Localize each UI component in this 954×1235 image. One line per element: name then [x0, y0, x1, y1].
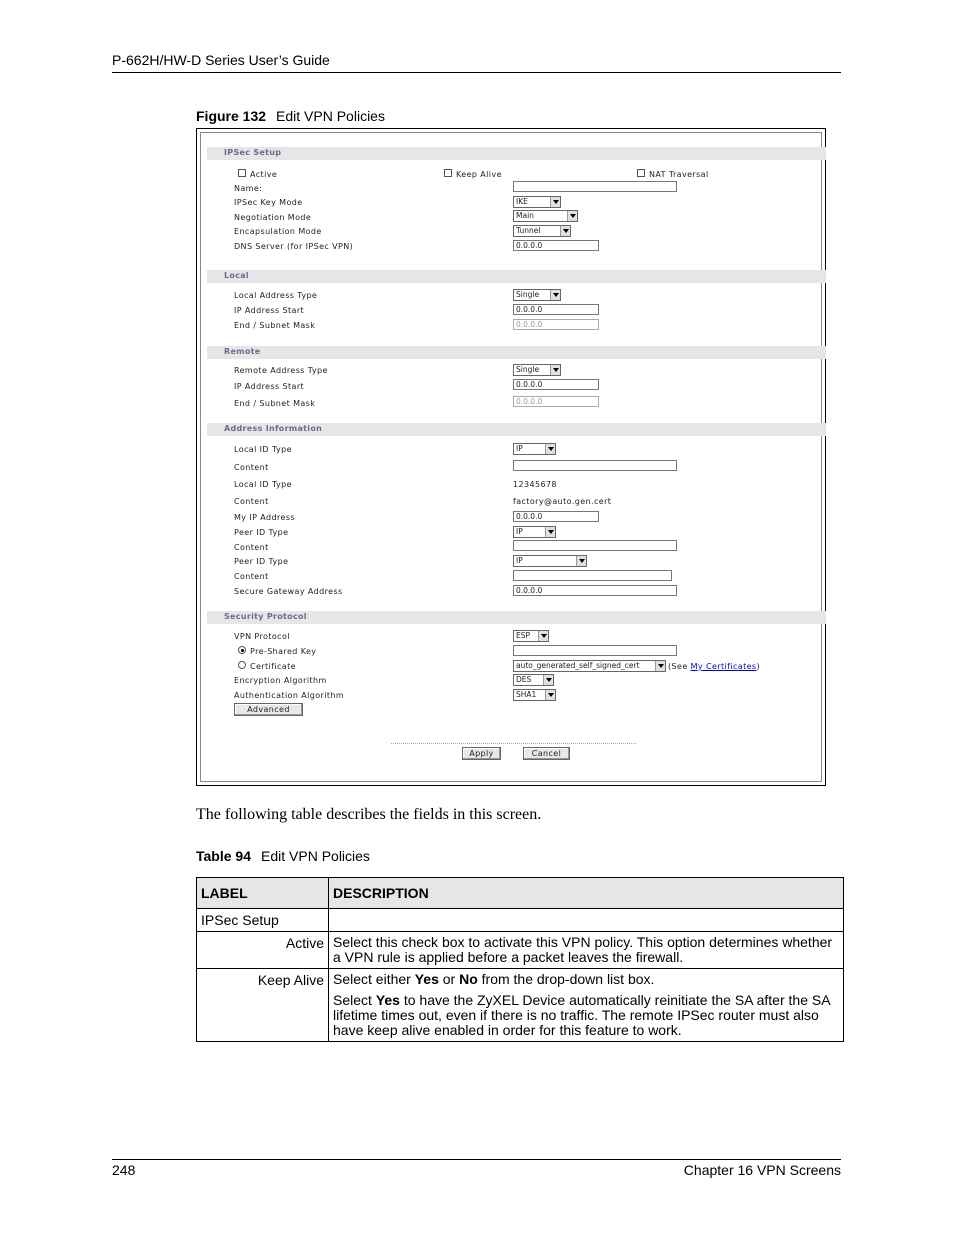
row-description-text: Select this check box to activate this VPN policy. This option determines whether a VPN rule is applied before a packet leaves the firewall.	[333, 934, 833, 965]
local-address-type-value: Single	[516, 290, 540, 299]
dns-server-input[interactable]: 0.0.0.0	[513, 240, 599, 251]
vpn-protocol-label: VPN Protocol	[234, 632, 290, 641]
encryption-algorithm-label: Encryption Algorithm	[234, 676, 327, 685]
chevron-down-icon	[550, 365, 560, 375]
section-address-information	[207, 423, 826, 436]
authentication-algorithm-value: SHA1	[516, 690, 537, 699]
local-content-label: Content	[234, 463, 269, 472]
keep-alive-label: Keep Alive	[456, 170, 502, 179]
row-description	[329, 969, 844, 1042]
see-text: (See	[668, 662, 691, 671]
header-rule	[112, 72, 841, 73]
text: or	[438, 971, 460, 987]
peer-id-type-label: Peer ID Type	[234, 528, 289, 537]
yes-bold: Yes	[414, 971, 439, 987]
nat-traversal-checkbox[interactable]	[637, 169, 645, 177]
footer-rule	[112, 1159, 841, 1160]
key-mode-label: IPSec Key Mode	[234, 198, 303, 207]
figure-title: Edit VPN Policies	[276, 108, 385, 124]
certificate-label: Certificate	[250, 662, 296, 671]
local-id-type-2-value: 12345678	[513, 480, 557, 489]
remote-address-type-value: Single	[516, 365, 540, 374]
vpn-protocol-select[interactable]	[513, 630, 549, 642]
peer-id-type-2-value: IP	[516, 556, 523, 565]
local-id-type-value: IP	[516, 444, 523, 453]
section-title: Security Protocol	[224, 612, 307, 621]
chevron-down-icon	[560, 226, 570, 236]
advanced-button[interactable]: Advanced	[234, 703, 303, 716]
chevron-down-icon	[550, 290, 560, 300]
chevron-down-icon	[576, 556, 586, 566]
chevron-down-icon	[545, 444, 555, 454]
negotiation-mode-select[interactable]	[513, 210, 578, 222]
section-security-protocol	[207, 611, 826, 624]
local-content-input[interactable]	[513, 460, 677, 471]
text: to have the ZyXEL Device automatically reinitiate the SA after the SA lifetime times out, even if there is no traffic. The remote IPSec router must also have keep alive enabled in order for this feature to work.	[333, 992, 830, 1038]
table-row	[197, 969, 844, 1042]
page-number: 248	[112, 1162, 136, 1178]
content-2-label: Content	[234, 497, 269, 506]
certificate-value: auto_generated_self_signed_cert	[516, 661, 640, 670]
keep-alive-desc-1	[333, 972, 839, 987]
section-title: Address Information	[224, 424, 323, 433]
keep-alive-desc-2	[333, 993, 839, 1038]
text: from the drop-down list box.	[477, 971, 655, 987]
local-end-mask-label: End / Subnet Mask	[234, 321, 316, 330]
remote-address-type-select[interactable]	[513, 364, 561, 376]
name-input[interactable]	[513, 181, 677, 192]
certificate-radio[interactable]	[238, 661, 246, 669]
description-column-header: DESCRIPTION	[329, 878, 844, 909]
dns-server-label: DNS Server (for IPSec VPN)	[234, 242, 354, 251]
chevron-down-icon	[655, 661, 665, 671]
peer-content-2-label: Content	[234, 572, 269, 581]
description-table	[196, 877, 844, 1042]
remote-end-mask-input[interactable]: 0.0.0.0	[513, 396, 599, 407]
screenshot-panel	[200, 132, 822, 782]
my-certificates-link[interactable]: My Certificates	[690, 662, 757, 671]
text: Select	[333, 992, 376, 1008]
section-title: IPSec Setup	[224, 148, 282, 157]
pre-shared-key-label: Pre-Shared Key	[250, 647, 317, 656]
peer-id-type-2-select[interactable]	[513, 555, 587, 567]
vpn-policy-screenshot	[196, 128, 826, 786]
negotiation-mode-label: Negotiation Mode	[234, 213, 312, 222]
row-description	[329, 932, 844, 969]
section-title: Remote	[224, 347, 261, 356]
encapsulation-mode-value: Tunnel	[516, 226, 541, 235]
apply-button[interactable]: Apply	[462, 747, 501, 760]
table-number: Table 94	[196, 848, 251, 864]
local-ip-start-label: IP Address Start	[234, 306, 305, 315]
row-label: Keep Alive	[197, 969, 329, 1042]
see-end-text: )	[756, 662, 761, 671]
chevron-down-icon	[550, 197, 560, 207]
yes-bold: Yes	[375, 992, 400, 1008]
encryption-algorithm-value: DES	[516, 675, 532, 684]
text: Select either	[333, 971, 415, 987]
authentication-algorithm-label: Authentication Algorithm	[234, 691, 345, 700]
authentication-algorithm-select[interactable]	[513, 689, 556, 701]
chevron-down-icon	[545, 527, 555, 537]
pre-shared-key-radio[interactable]	[238, 646, 246, 654]
encryption-algorithm-select[interactable]	[513, 674, 554, 686]
chevron-down-icon	[538, 631, 548, 641]
remote-end-mask-label: End / Subnet Mask	[234, 399, 316, 408]
peer-id-type-select[interactable]	[513, 526, 556, 538]
encapsulation-mode-label: Encapsulation Mode	[234, 227, 322, 236]
keep-alive-checkbox[interactable]	[444, 169, 452, 177]
local-address-type-select[interactable]	[513, 289, 561, 301]
running-header: P-662H/HW-D Series User’s Guide	[112, 52, 330, 68]
my-ip-label: My IP Address	[234, 513, 295, 522]
chevron-down-icon	[545, 690, 555, 700]
chevron-down-icon	[567, 211, 577, 221]
table-title: Edit VPN Policies	[261, 848, 370, 864]
remote-ip-start-input[interactable]: 0.0.0.0	[513, 379, 599, 390]
peer-content-input[interactable]	[513, 540, 677, 551]
label-column-header: LABEL	[197, 878, 329, 909]
section-ipsec-setup	[207, 147, 826, 160]
section-title: Local	[224, 271, 249, 280]
table-caption	[196, 848, 370, 864]
row-label: IPSec Setup	[197, 909, 329, 932]
peer-content-label: Content	[234, 543, 269, 552]
local-id-type-select[interactable]	[513, 443, 556, 455]
nat-traversal-label: NAT Traversal	[649, 170, 709, 179]
secure-gateway-label: Secure Gateway Address	[234, 587, 343, 596]
pre-shared-key-input[interactable]	[513, 645, 677, 656]
chevron-down-icon	[543, 675, 553, 685]
peer-id-type-2-label: Peer ID Type	[234, 557, 289, 566]
intro-paragraph: The following table describes the fields in this screen.	[196, 806, 542, 823]
vpn-protocol-value: ESP	[516, 631, 531, 640]
section-remote	[207, 346, 826, 359]
certificate-select[interactable]	[513, 660, 666, 672]
local-id-type-label: Local ID Type	[234, 445, 292, 454]
key-mode-select[interactable]	[513, 196, 561, 208]
content-2-value: factory@auto.gen.cert	[513, 497, 612, 506]
divider	[391, 743, 636, 744]
remote-address-type-label: Remote Address Type	[234, 366, 328, 375]
local-id-type-2-label: Local ID Type	[234, 480, 292, 489]
negotiation-mode-value: Main	[516, 211, 534, 220]
figure-number: Figure 132	[196, 108, 267, 124]
secure-gateway-input[interactable]: 0.0.0.0	[513, 585, 677, 596]
my-ip-input[interactable]: 0.0.0.0	[513, 511, 599, 522]
chapter-title: Chapter 16 VPN Screens	[683, 1162, 841, 1178]
no-bold: No	[459, 971, 478, 987]
active-checkbox[interactable]	[238, 169, 246, 177]
cancel-button[interactable]: Cancel	[523, 747, 570, 760]
local-address-type-label: Local Address Type	[234, 291, 318, 300]
active-label: Active	[250, 170, 278, 179]
peer-content-2-input[interactable]	[513, 570, 672, 581]
key-mode-value: IKE	[516, 197, 528, 206]
table-row	[197, 909, 844, 932]
remote-ip-start-label: IP Address Start	[234, 382, 305, 391]
see-certificates-note	[668, 662, 760, 671]
row-description	[329, 909, 844, 932]
table-header-row	[197, 878, 844, 909]
peer-id-type-value: IP	[516, 527, 523, 536]
encapsulation-mode-select[interactable]	[513, 225, 571, 237]
local-end-mask-input[interactable]: 0.0.0.0	[513, 319, 599, 330]
table-row	[197, 932, 844, 969]
figure-caption	[196, 108, 385, 124]
section-local	[207, 270, 826, 283]
name-label: Name:	[234, 184, 263, 193]
row-label: Active	[197, 932, 329, 969]
local-ip-start-input[interactable]: 0.0.0.0	[513, 304, 599, 315]
